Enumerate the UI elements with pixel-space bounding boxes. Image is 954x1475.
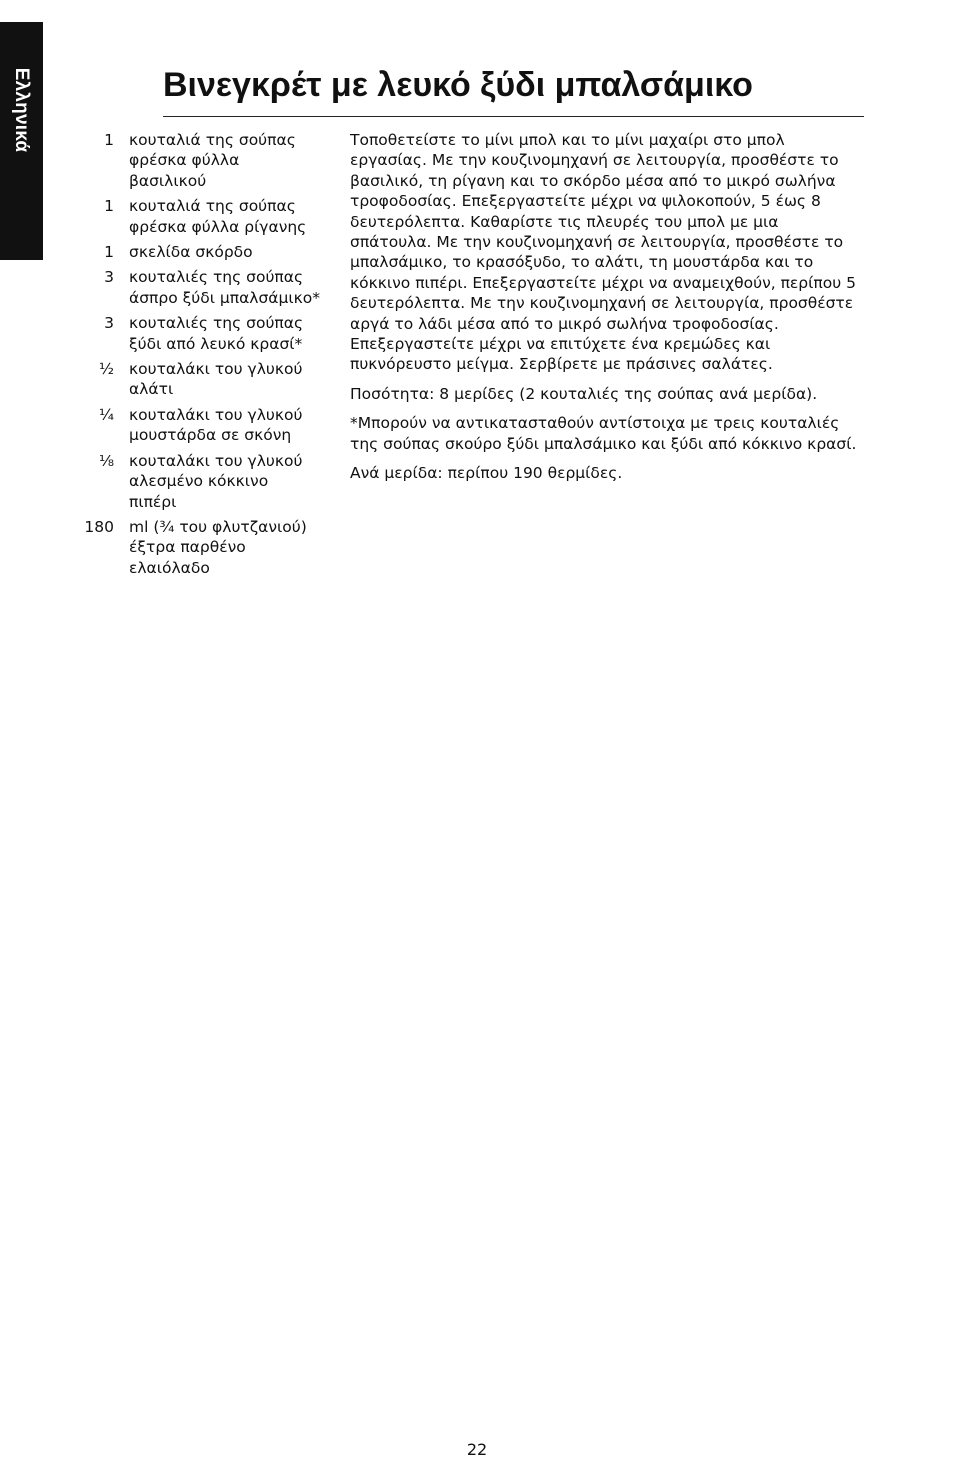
language-tab	[0, 22, 43, 260]
page-number: 22	[466, 1440, 488, 1459]
ingredient-description: κουταλάκι του γλυκού αλάτι	[129, 360, 303, 399]
ingredient-item	[80, 196, 320, 237]
recipe-instructions	[350, 130, 864, 493]
ingredient-quantity: 3	[104, 268, 114, 287]
ingredient-description: κουταλιές της σούπας ξύδι από λευκό κρασί*	[129, 314, 304, 353]
ingredient-item	[80, 242, 320, 262]
ingredient-quantity: 1	[104, 243, 114, 262]
title-divider	[163, 116, 864, 117]
ingredient-description: κουταλάκι του γλυκού μουστάρδα σε σκόνη	[129, 405, 303, 445]
ingredient-item	[80, 405, 320, 446]
ingredient-item	[80, 267, 320, 308]
ingredient-item	[80, 313, 320, 354]
ingredient-description: κουταλάκι του γλυκού αλεσμένο κόκκινο πιπέρι	[129, 451, 303, 511]
ingredient-quantity: ¼	[98, 405, 114, 424]
nutrition-paragraph: Ανά μερίδα: περίπου 190 θερμίδες.	[350, 464, 623, 483]
language-tab-label: Ελληνικά	[11, 67, 32, 153]
substitution-note: *Μπορούν να αντικατασταθούν αντίστοιχα με τρεις κουταλιές της σούπας σκούρο ξύδι μπαλσάμικο και ξύδι από κόκκινο κρασί.	[350, 414, 857, 453]
yield-paragraph: Ποσότητα: 8 μερίδες (2 κουταλιές της σούπας ανά μερίδα).	[350, 384, 818, 403]
ingredient-description: κουταλιές της σούπας άσπρο ξύδι μπαλσάμικο*	[129, 268, 320, 307]
recipe-title: Βινεγκρέτ με λευκό ξύδι μπαλσάμικο	[163, 66, 753, 104]
ingredient-quantity: 1	[104, 131, 114, 149]
ingredient-quantity: ⅛	[98, 451, 114, 470]
ingredient-quantity: 1	[104, 197, 114, 216]
ingredient-description: κουταλιά της σούπας φρέσκα φύλλα ρίγανης	[129, 197, 307, 236]
method-paragraph: Τοποθετείστε το μίνι μπολ και το μίνι μαχαίρι στο μπολ εργασίας. Με την κουζινομηχανή σε λειτουργία, προσθέστε το βασιλικό, τη ρίγανη και το σκόρδο μέσα από το μικρό σωλήνα τροφοδοσίας. Επεξεργαστείτε μέχρι να ψιλοκοπούν, 5 έως 8 δευτερόλεπτα. Καθαρίστε τις πλευρές του μπολ με μια σπάτουλα. Με την κουζινομηχανή σε λειτουργία, προσθέστε το μπαλσάμικο, το κρασόξυδο, το αλάτι, τη μουστάρδα και το κόκκινο πιπέρι. Επεξεργαστείτε μέχρι να αναμειχθούν, περίπου 5 δευτερόλεπτα. Με την κουζινομηχανή σε λειτουργία, προσθέστε αργά το λάδι μέσα από το μικρό σωλήνα τροφοδοσίας. Επεξεργαστείτε μέχρι να επιτύχετε ένα κρεμώδες και πυκνόρευστο μείγμα. Σερβίρετε με πράσινες σαλάτες.	[350, 131, 856, 374]
ingredient-description: σκελίδα σκόρδο	[129, 243, 253, 262]
ingredient-item	[80, 130, 320, 191]
ingredient-item	[80, 359, 320, 400]
ingredient-list	[80, 130, 320, 583]
ingredient-quantity: 3	[104, 314, 114, 333]
ingredient-item	[80, 451, 320, 512]
ingredient-description: κουταλιά της σούπας φρέσκα φύλλα βασιλικού	[129, 131, 296, 190]
ingredient-quantity: 180	[84, 517, 114, 536]
ingredient-quantity: ½	[98, 360, 114, 379]
ingredient-item	[80, 517, 320, 578]
ingredient-description: ml (¾ του φλυτζανιού) έξτρα παρθένο ελαιόλαδο	[129, 517, 307, 577]
